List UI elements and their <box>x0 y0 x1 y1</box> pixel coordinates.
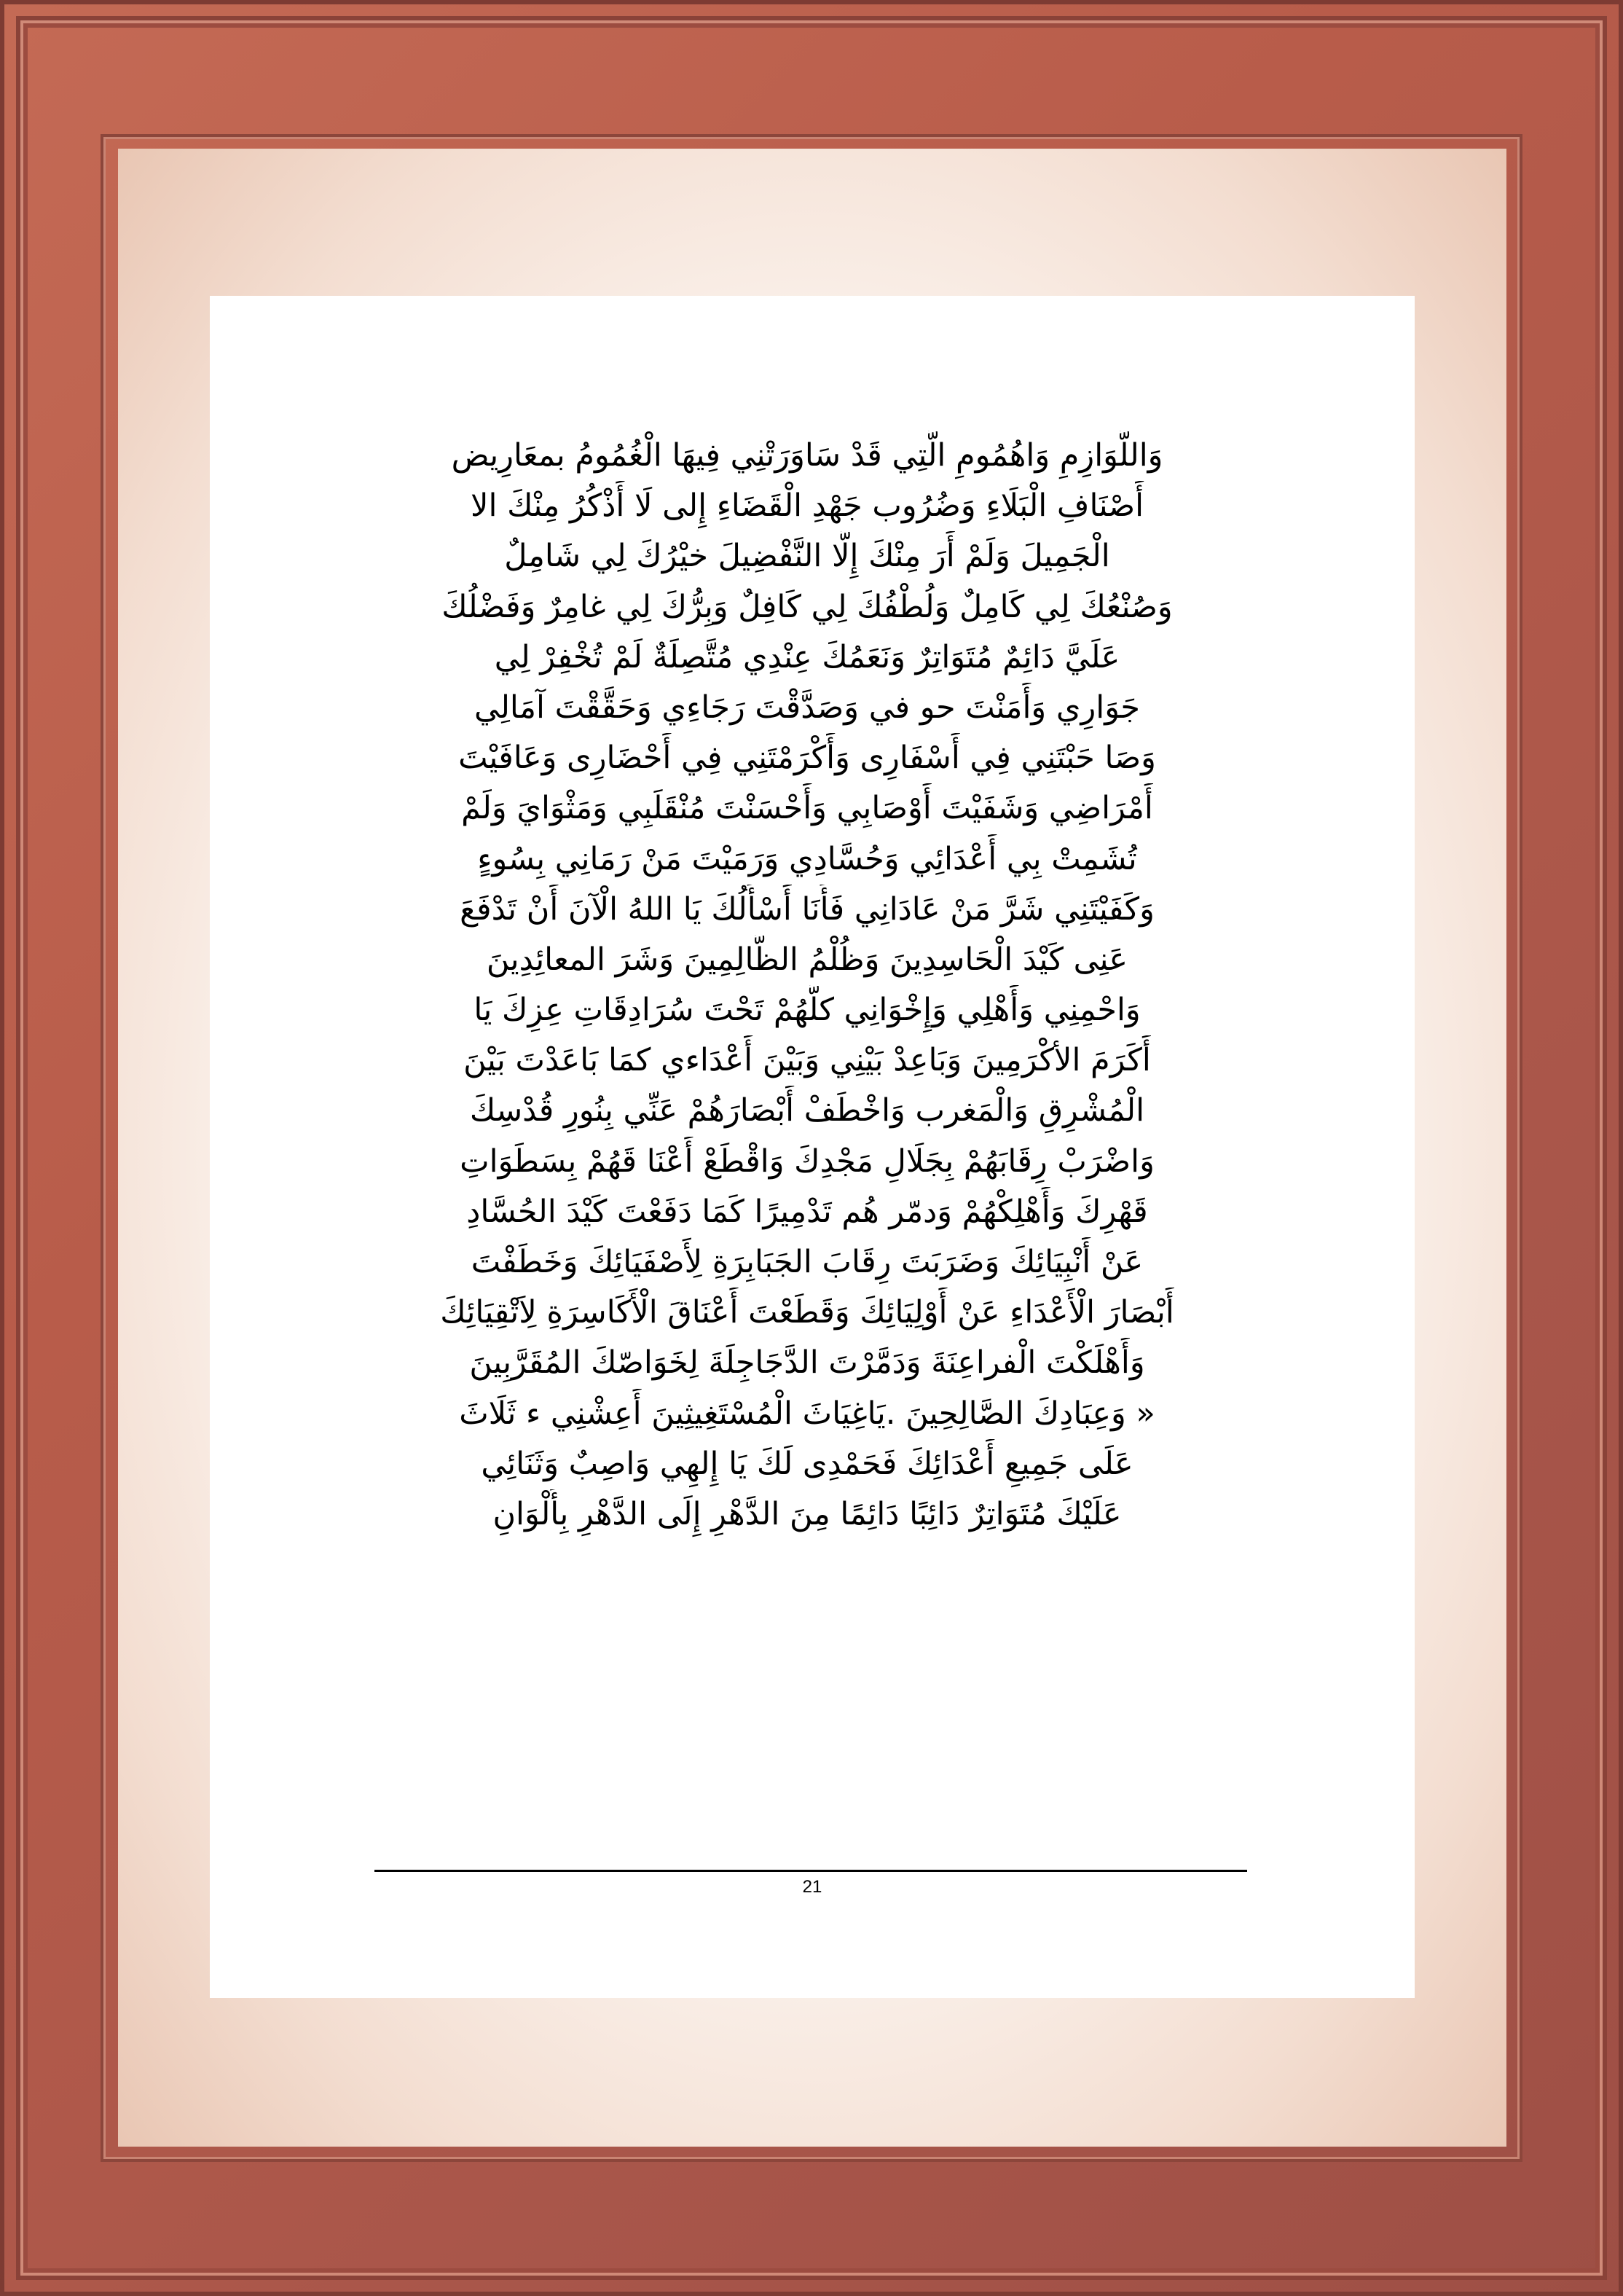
text-line: قَهْرِكَ وَأَهْلِكْهُمْ وَدمّر هُم تَدْمِيرًا كَمَا دَفَعْتَ كَيْدَ الحُسَّادِ <box>466 1193 1148 1230</box>
text-line: أَبْصَارَ الْأَعْدَاءِ عَنْ أَوْلِيَائِكَ وَقَطَعْتَ أَعْنَاقَ الْأَكَاسِرَةِ لِاَتْقِيَائِكَ <box>440 1294 1174 1331</box>
text-line: أَمْرَاضِي وَشَفَيْتَ أَوْصَابِي وَأَحْسَنْتَ مُنْقَلَبِي وَمَثْوَايَ وَلَمْ <box>461 790 1153 827</box>
text-line: وَأَهْلَكْتَ الْفراعِنَةَ وَدَمَّرْتَ الدَّجَاجِلَةَ لِخَوَاصّكَ المُقَرَّبِينَ <box>469 1344 1145 1382</box>
text-line: وَاللَّوَازِمِ وَاهُمُومِ الَّتِي قَدْ سَاوَرَتْنِي فِيهَا الْغُمُومُ بمعَارِيض <box>451 437 1163 474</box>
footer-divider <box>374 1870 1247 1872</box>
text-line: وَاحْمِنِي وَأَهْلِي وَإِخْوَانِي كلَّهُمْ تَحْتَ سُرَادِقَاتِ عِزِكَ يَا <box>473 992 1141 1029</box>
text-line: أَكَرَمَ الأكْرَمِينَ وَبَاعِدْ بَيْنِي وَبَيْنَ أَعْدَاءي كمَا بَاعَدْتَ بَيْنَ <box>463 1042 1151 1079</box>
text-line: وَاضْرَبْ رِقَابَهُمْ بِجَلَالِ مَجْدِكَ وَاقْطَعْ أَعْنَا قَهُمْ بِسَطَوَاتِ <box>460 1143 1155 1180</box>
text-line: عَلَيَّ دَائِمٌ مُتَوَاتِرٌ وَنَعَمُكَ عِنْدِي مُتَّصِلَةٌ لَمْ تُخْفِرْ لِي <box>494 638 1120 675</box>
text-line: تُشَمِتْ بِي أَعْدَائِي وَحُسَّادِي وَرَمَيْتَ مَنْ رَمَانِي بِسُوءٍ <box>477 840 1137 877</box>
document-page <box>210 296 1415 1998</box>
text-line: وَصُنْعُكَ لِي كَامِلٌ وَلُطْفُكَ لِي كَافِلٌ وَبِرُّكَ لِي غامِرٌ وَفَضْلُكَ <box>441 588 1173 625</box>
arabic-text-body <box>348 431 1266 1540</box>
text-line: الْجَمِيلَ وَلَمْ أَرَ مِنْكَ إِلَّا النَّفْضِيلَ خيْرُكَ لِي شَامِلٌ <box>504 538 1110 575</box>
text-line: عَنِى كَيْدَ الْحَاسِدِينَ وَظُلْمُ الظَّالِمِينَ وَشَرَ المعائِدِينَ <box>486 941 1128 978</box>
text-line: وَصَا حَبْتَنِي فِي أَسْفَارِى وَأَكْرَمْتَنِي فِي أَحْضَارِى وَعَافَيْتَ <box>458 740 1156 777</box>
text-line: « وَعِبَادِكَ الصَّالِحِينَ .يَاغِيَاثَ الْمُسْتَغِيثِينَ أَعِشْنِي ء ثَلَاثَ <box>459 1395 1155 1432</box>
text-line: عَلَيْكَ مُتَوَاتِرٌ دَائِبًا دَائِمًا مِنَ الدَّهْرِ إِلَى الدَّهْرِ بِأَلْوَانِ <box>492 1495 1122 1532</box>
text-line: عَنْ أَنْبِيَائِكَ وَضَرَبَتَ رِقَابَ الجَبَابِرَةِ لِأَصْفَيَائِكَ وَخَطَفْتَ <box>471 1244 1144 1280</box>
text-line: الْمُشْرِقِ وَالْمَغرب وَاخْطَفْ أَبْصَارَهُمْ عَنِّي بِنُورِ قُدْسِكَ <box>469 1092 1145 1129</box>
text-line: وَكَفَيْتَنِي شَرَّ مَنْ عَادَانِي فَأَنَا أَسْأَلُكَ يَا اللهُ الْآنَ أَنْ تَدْفَعَ <box>460 890 1155 928</box>
page-number: 21 <box>802 1877 822 1897</box>
text-line: جَوَارِي وَأَمَنْتَ حو في وَصَدَّقْتَ رَجَاءِي وَحَقَّقْتَ آمَالِي <box>473 689 1141 726</box>
text-line: أَصْنَافِ الْبَلَاءِ وَضُرُوب جَهْدِ الْقَضَاءِ إِلى لَا أَذْكُرُ مِنْكَ الا <box>470 487 1144 525</box>
text-line: عَلَى جَمِيعِ أَعْدَائِكَ فَحَمْدِى لَكَ يَا إِلهِي وَاصِبٌ وَثَنَائِي <box>481 1445 1133 1482</box>
